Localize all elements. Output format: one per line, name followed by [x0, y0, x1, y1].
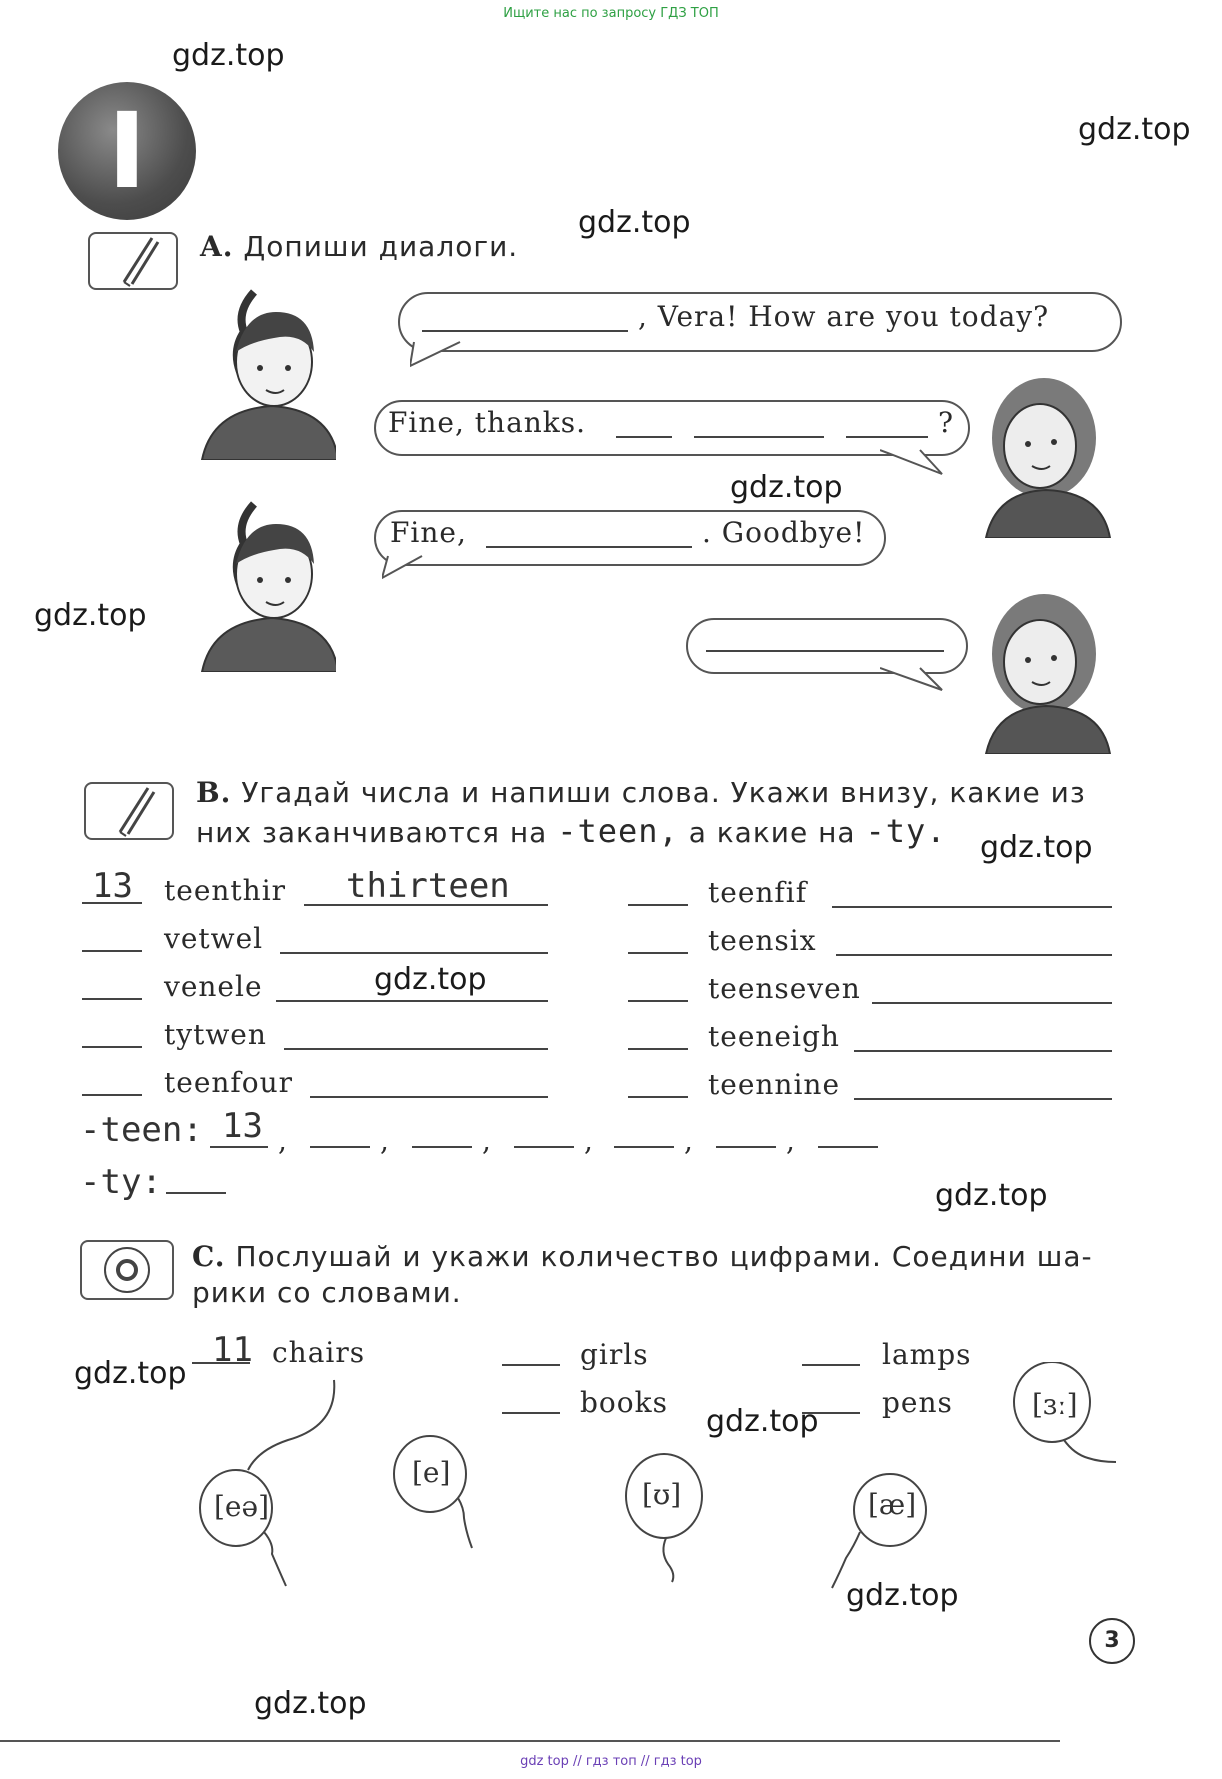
number-blank[interactable]	[628, 1000, 688, 1002]
task-c-instruction: Послушай и укажи количество цифрами. Соедини ша-	[235, 1240, 1093, 1273]
word-blank[interactable]	[284, 1048, 548, 1050]
teen-blank[interactable]	[210, 1146, 268, 1148]
word-blank[interactable]	[872, 1002, 1112, 1004]
watermark: gdz.top	[578, 205, 691, 240]
unit-badge	[58, 82, 196, 220]
teen-blank[interactable]	[818, 1146, 878, 1148]
word-blank[interactable]	[854, 1098, 1112, 1100]
watermark: gdz.top	[74, 1356, 187, 1391]
task-c-title-line1	[192, 1240, 1093, 1273]
task-a-instruction: Допиши диалоги.	[243, 230, 519, 263]
count-blank[interactable]	[802, 1364, 860, 1366]
scrambled-word: venele	[164, 970, 263, 1003]
balloon[interactable]	[620, 1450, 710, 1586]
count-blank[interactable]	[502, 1364, 560, 1366]
scrambled-word: teensix	[708, 924, 817, 957]
comma: ,	[786, 1124, 796, 1157]
dialogue-line-3-end: . Goodbye!	[702, 516, 866, 549]
word-blank[interactable]	[280, 952, 548, 954]
girl-illustration	[196, 494, 336, 672]
task-b-title-line2	[196, 812, 947, 850]
number-blank[interactable]	[82, 950, 142, 952]
balloon-sound: [e]	[412, 1456, 451, 1489]
unit-number: I	[107, 90, 147, 212]
word-chairs: chairs	[272, 1336, 366, 1369]
teen-blank[interactable]	[514, 1146, 574, 1148]
dialogue-line-1: , Vera! How are you today?	[638, 300, 1050, 333]
pencil-icon	[84, 782, 174, 840]
bubble-tail	[382, 554, 432, 580]
teen-blank[interactable]	[310, 1146, 370, 1148]
number-blank[interactable]	[82, 902, 142, 904]
watermark: gdz.top	[172, 38, 285, 73]
answer-blank[interactable]	[846, 436, 928, 438]
comma: ,	[584, 1124, 594, 1157]
teen-example: 13	[222, 1106, 263, 1146]
scrambled-word: teeneigh	[708, 1020, 840, 1053]
pencil-icon	[88, 232, 178, 290]
task-b-instruction: Угадай числа и напиши слова. Укажи внизу, какие из	[241, 776, 1086, 809]
number-blank[interactable]	[628, 952, 688, 954]
comma: ,	[684, 1124, 694, 1157]
watermark: gdz.top	[935, 1178, 1048, 1213]
connecting-line	[230, 1376, 340, 1472]
balloon-sound: [eə]	[214, 1490, 269, 1523]
example-count: 11	[212, 1330, 253, 1370]
teen-blank[interactable]	[716, 1146, 776, 1148]
word-blank[interactable]	[276, 1000, 548, 1002]
example-answer: thirteen	[346, 866, 510, 906]
watermark: gdz.top	[1078, 112, 1191, 147]
word-blank[interactable]	[310, 1096, 548, 1098]
scrambled-word: teenthir	[164, 874, 287, 907]
count-blank[interactable]	[192, 1362, 250, 1364]
watermark: gdz.top	[34, 598, 147, 633]
number-blank[interactable]	[628, 904, 688, 906]
ty-label: -ty:	[80, 1162, 162, 1202]
number-blank[interactable]	[628, 1096, 688, 1098]
balloon[interactable]	[196, 1468, 306, 1588]
answer-blank[interactable]	[694, 436, 824, 438]
teen-suffix: -teen,	[557, 812, 679, 850]
word-blank[interactable]	[836, 954, 1112, 956]
answer-blank[interactable]	[616, 436, 672, 438]
scrambled-word: tytwen	[164, 1018, 267, 1051]
balloon[interactable]	[1010, 1362, 1120, 1482]
number-blank[interactable]	[82, 1046, 142, 1048]
watermark: gdz.top	[730, 470, 843, 505]
scrambled-word: vetwel	[164, 922, 264, 955]
word-blank[interactable]	[832, 906, 1112, 908]
bubble-tail	[880, 662, 950, 694]
answer-blank[interactable]	[706, 650, 944, 652]
cd-icon	[80, 1240, 174, 1300]
balloon-sound: [ɜː]	[1032, 1388, 1078, 1421]
word-pens: pens	[882, 1386, 953, 1419]
woman-illustration	[980, 578, 1116, 754]
balloon-sound: [æ]	[868, 1488, 917, 1521]
top-banner[interactable]: Ищите нас по запросу ГДЗ ТОП	[503, 6, 719, 21]
count-blank[interactable]	[802, 1412, 860, 1414]
word-lamps: lamps	[882, 1338, 972, 1371]
word-books: books	[580, 1386, 668, 1419]
task-b-title-line1	[196, 776, 1086, 809]
task-b-instruction-2a: них заканчиваются на	[196, 816, 548, 849]
watermark: gdz.top	[846, 1578, 959, 1613]
bubble-tail	[880, 444, 950, 478]
scrambled-word: teenseven	[708, 972, 861, 1005]
task-b-instruction-2b: а какие на	[688, 816, 856, 849]
comma: ,	[380, 1124, 390, 1157]
number-blank[interactable]	[628, 1048, 688, 1050]
dialogue-line-3: Fine,	[390, 516, 467, 549]
task-c-title-line2: рики со словами.	[192, 1276, 462, 1309]
dialogue-line-2: Fine, thanks.	[388, 406, 587, 439]
scrambled-word: teennine	[708, 1068, 841, 1101]
answer-blank[interactable]	[422, 330, 628, 332]
page-number: 3	[1089, 1618, 1135, 1664]
balloon[interactable]	[390, 1434, 490, 1554]
teen-blank[interactable]	[412, 1146, 472, 1148]
task-a-letter: A.	[200, 230, 234, 263]
bubble-tail	[410, 340, 470, 368]
comma: ,	[278, 1124, 288, 1157]
example-number: 13	[92, 866, 133, 906]
number-blank[interactable]	[82, 1094, 142, 1096]
footer-links[interactable]: gdz top // гдз топ // гдз top	[520, 1754, 702, 1769]
word-blank[interactable]	[304, 904, 548, 906]
watermark: gdz.top	[374, 962, 487, 997]
answer-blank[interactable]	[486, 546, 692, 548]
teen-label: -teen:	[80, 1110, 203, 1150]
watermark: gdz.top	[254, 1686, 367, 1721]
count-blank[interactable]	[502, 1412, 560, 1414]
task-b-letter: B.	[196, 776, 232, 809]
task-a-title	[200, 230, 518, 263]
task-c-letter: C.	[192, 1240, 226, 1273]
word-girls: girls	[580, 1338, 649, 1371]
comma: ,	[482, 1124, 492, 1157]
watermark: gdz.top	[706, 1404, 819, 1439]
bottom-rule	[0, 1740, 1060, 1742]
teen-blank[interactable]	[614, 1146, 674, 1148]
word-blank[interactable]	[854, 1050, 1112, 1052]
ty-blank[interactable]	[166, 1192, 226, 1194]
dialogue-line-2-end: ?	[938, 406, 955, 439]
ty-suffix: -ty.	[865, 812, 947, 850]
number-blank[interactable]	[82, 998, 142, 1000]
scrambled-word: teenfour	[164, 1066, 294, 1099]
scrambled-word: teenfif	[708, 876, 808, 909]
watermark: gdz.top	[980, 830, 1093, 865]
balloon-sound: [ʊ]	[642, 1478, 682, 1511]
woman-illustration	[980, 362, 1116, 538]
girl-illustration	[196, 282, 336, 460]
